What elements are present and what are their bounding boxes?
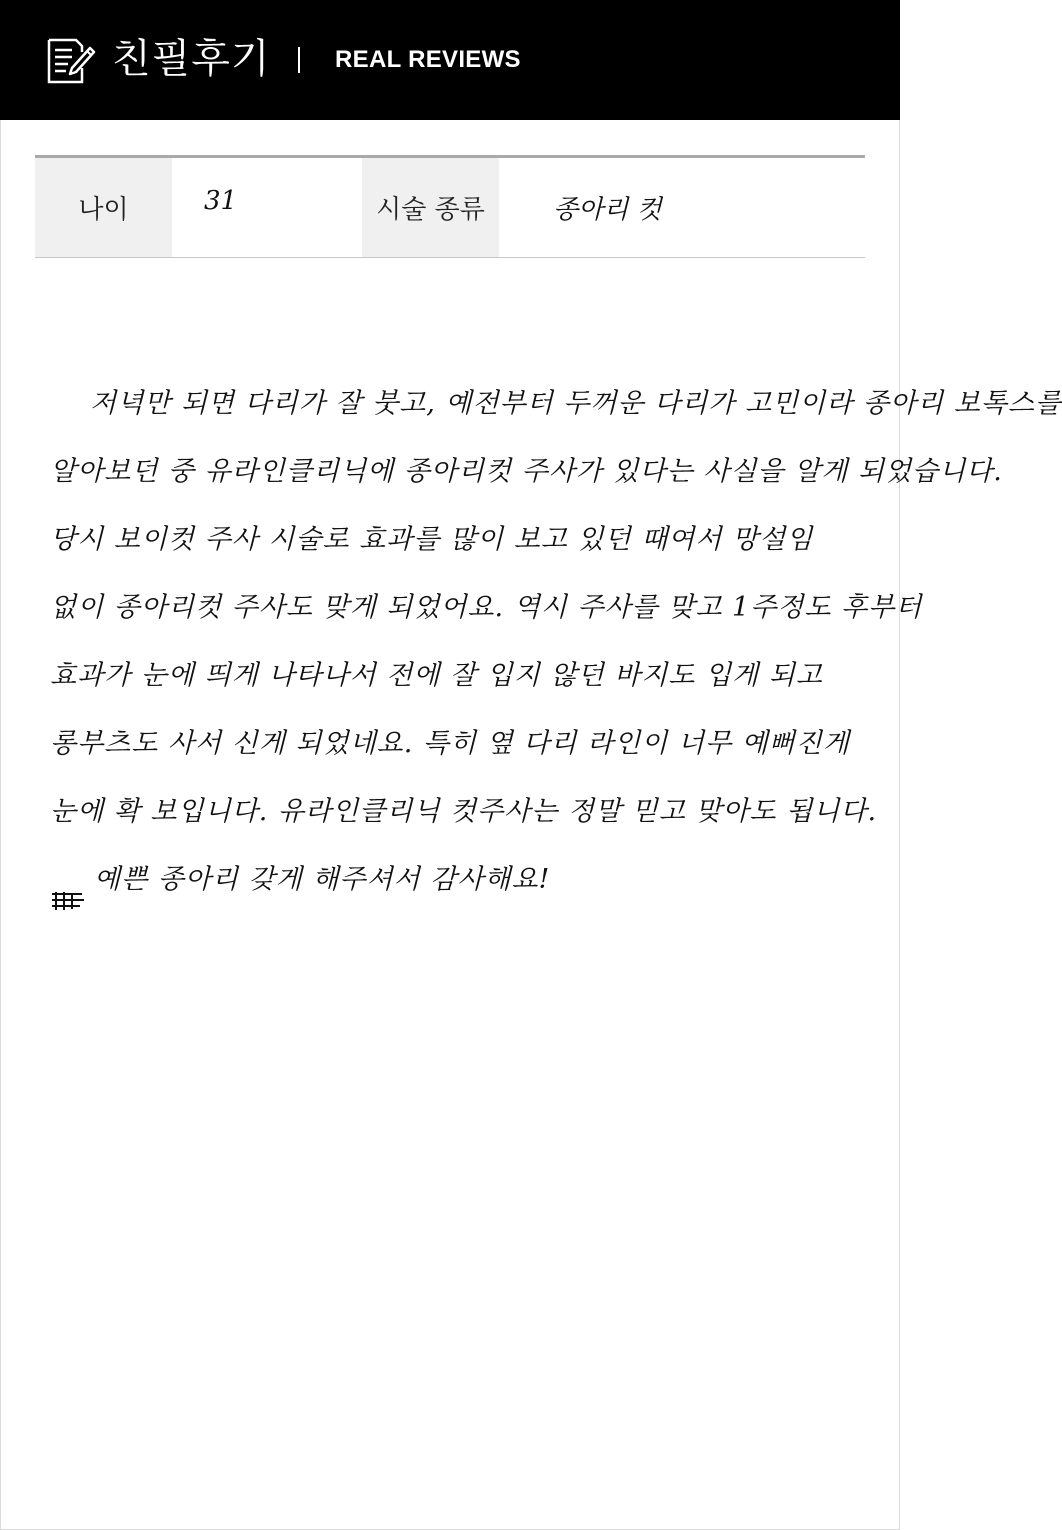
- procedure-value-cell: [499, 158, 865, 257]
- review-line: 알아보던 중 유라인클리닉에 종아리컷 주사가 있다는 사실을 알게 되었습니다.: [50, 456, 1003, 487]
- header-divider: [298, 47, 300, 73]
- handwritten-review: [50, 370, 1062, 914]
- review-line-text: 예쁜 종아리 갖게 해주셔서 감사해요!: [94, 864, 551, 895]
- header-title-english: REAL REVIEWS: [335, 46, 521, 73]
- review-line: 당시 보이컷 주사 시술로 효과를 많이 보고 있던 때여서 망설임: [50, 524, 814, 555]
- procedure-value: 종아리 컷: [553, 195, 662, 225]
- age-label: 나이: [35, 158, 172, 257]
- header-bar: [0, 0, 900, 120]
- header-title-korean: 친필후기: [112, 36, 271, 82]
- review-info-table: [35, 155, 865, 258]
- handwritten-document-icon: [46, 38, 96, 84]
- procedure-label: 시술 종류: [362, 158, 499, 257]
- review-line: 저녁만 되면 다리가 잘 붓고, 예전부터 두꺼운 다리가 고민이라 종아리 보톡스를: [90, 388, 1062, 419]
- age-value: 31: [204, 185, 238, 216]
- review-line: 효과가 눈에 띄게 나타나서 전에 잘 입지 않던 바지도 입게 되고: [50, 660, 823, 691]
- age-value-cell: [172, 158, 362, 257]
- scribbled-out-mark-icon: [50, 870, 86, 892]
- review-line: 롱부츠도 사서 신게 되었네요. 특히 옆 다리 라인이 너무 예뻐진게: [50, 728, 850, 759]
- review-line-last: [50, 846, 870, 914]
- review-line: 없이 종아리컷 주사도 맞게 되었어요. 역시 주사를 맞고 1주정도 후부터: [50, 592, 923, 623]
- review-line: 눈에 확 보입니다. 유라인클리닉 컷주사는 정말 믿고 맞아도 됩니다.: [50, 796, 878, 827]
